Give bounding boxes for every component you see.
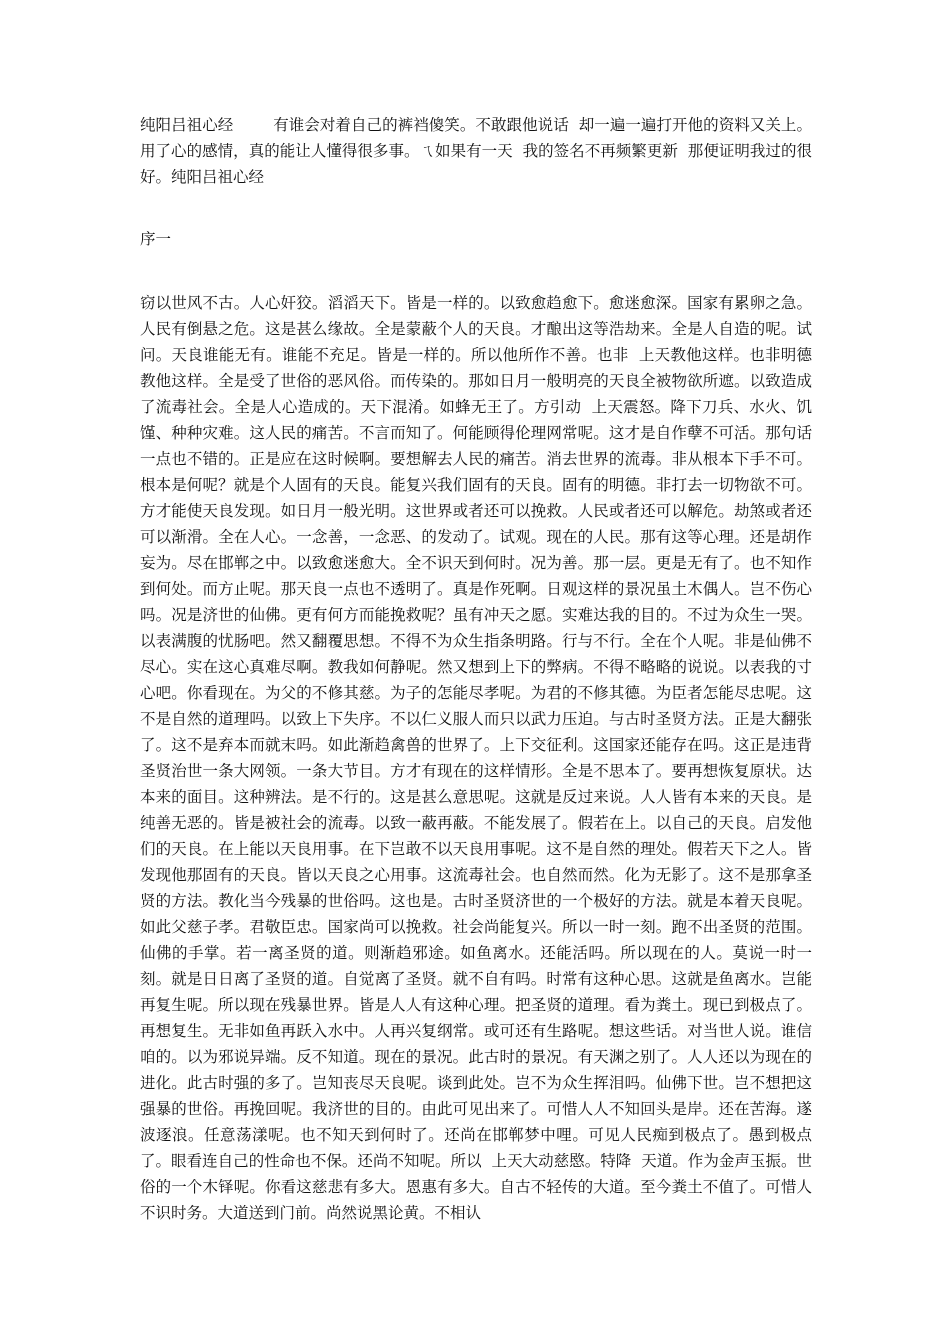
section-title: 序一 [140,230,172,248]
document-page [140,112,812,1226]
body-paragraph: 窃以世风不古。人心奸狡。滔滔天下。皆是一样的。以致愈趋愈下。愈迷愈深。国家有累卵之急。人民有倒悬之危。这是甚么缘故。全是蒙蔽个人的天良。才酿出这等浩劫来。全是人自造的呢。试问。天良谁能无有。谁能不充足。皆是一样的。所以他所作不善。也非 上天教他这样。也非明德教他这样。全是受了世俗的恶风俗。而传染的。那如日月一般明亮的天良全被物欲所遮。以致造成了流毒社会。全是人心造成的。天下混淆。如蜂无王了。方引动 上天震怒。降下刀兵、水火、饥馑、种种灾难。这人民的痛苦。不言而知了。何能顾得伦理网常呢。这才是自作孽不可活。那句话一点也不错的。正是应在这时候啊。要想解去人民的痛苦。消去世界的流毒。非从根本下手不可。根本是何呢？就是个人固有的天良。能复兴我们固有的天良。固有的明德。非打去一切物欲不可。方才能使天良发现。如日月一般光明。这世界或者还可以挽救。人民或者还可以解危。劫煞或者还可以渐滑。全在人心。一念善，一念恶、的发动了。试观。现在的人民。那有这等心理。还是胡作妄为。尽在邯郸之中。以致愈迷愈大。全不识天到何时。况为善。那一层。更是无有了。也不知作到何处。而方止呢。那天良一点也不透明了。真是作死啊。日观这样的景况虽土木偶人。岂不伤心吗。况是济世的仙佛。更有何方而能挽救呢？虽有冲天之愿。实难达我的目的。不过为众生一哭。以表满腹的忧肠吧。然又翻覆思想。不得不为众生指条明路。行与不行。全在个人呢。非是仙佛不尽心。实在这心真难尽啊。教我如何静呢。然又想到上下的弊病。不得不略略的说说。以表我的寸心吧。你看现在。为父的不修其慈。为子的怎能尽孝呢。为君的不修其德。为臣者怎能尽忠呢。这不是自然的道理吗。以致上下失序。不以仁义服人而只以武力压迫。与古时圣贤方法。正是大翻张了。这不是弃本而就末吗。如此渐趋禽兽的世界了。上下交征利。这国家还能存在吗。这正是违背圣贤治世一条大网领。一条大节目。方才有现在的这样情形。全是不思本了。要再想恢复原状。达本来的面目。这种辨法。是不行的。这是甚么意思呢。这就是反过来说。人人皆有本来的天良。是纯善无恶的。皆是被社会的流毒。以致一蔽再蔽。不能发展了。假若在上。以自己的天良。启发他们的天良。在上能以天良用事。在下岂敢不以天良用事呢。这不是自然的理处。假若天下之人。皆发现他那固有的天良。皆以天良之心用事。这流毒社会。也自然而然。化为无影了。这不是那拿圣贤的方法。教化当今残暴的世俗吗。这也是。古时圣贤济世的一个极好的方法。就是本着天良呢。如此父慈子孝。君敬臣忠。国家尚可以挽救。社会尚能复兴。所以一时一刻。跑不出圣贤的范围。仙佛的手掌。若一离圣贤的道。则渐趋邪途。如鱼离水。还能活吗。所以现在的人。莫说一时一刻。就是日日离了圣贤的道。自觉离了圣贤。就不自有吗。时常有这种心思。这就是鱼离水。岂能再复生呢。所以现在残暴世界。皆是人人有这种心理。把圣贤的道理。看为粪土。现已到极点了。再想复生。无非如鱼再跃入水中。人再兴复纲常。或可还有生路呢。想这些话。对当世人说。谁信咱的。以为邪说异端。反不知道。现在的景况。此古时的景况。有天渊之别了。人人还以为现在的进化。此古时强的多了。岂知丧尽天良呢。谈到此处。岂不为众生挥泪吗。仙佛下世。岂不想把这强暴的世俗。再挽回呢。我济世的目的。由此可见出来了。可惜人人不知回头是岸。还在苦海。遂波逐浪。任意荡漾呢。也不知天到何时了。还尚在邯郸梦中哩。可见人民痴到极点了。愚到极点了。眼看连自己的性命也不保。还尚不知呢。所以 上天大动慈愍。特降 天道。作为金声玉振。世俗的一个木铎呢。你看这慈悲有多大。恩惠有多大。自古不轻传的大道。至今粪土不值了。可惜人不识时务。大道送到门前。尚然说黑论黄。不相认 [140,294,812,1222]
intro-paragraph: 纯阳吕祖心经 有谁会对着自己的裤裆傻笑。不敢跟他说话 却一遍一遍打开他的资料又关上。用了心的感情，真的能让人懂得很多事。ㄟ如果有一天 我的签名不再频繁更新 那便证明我过的很好。纯阳吕祖心经 [140,116,812,186]
